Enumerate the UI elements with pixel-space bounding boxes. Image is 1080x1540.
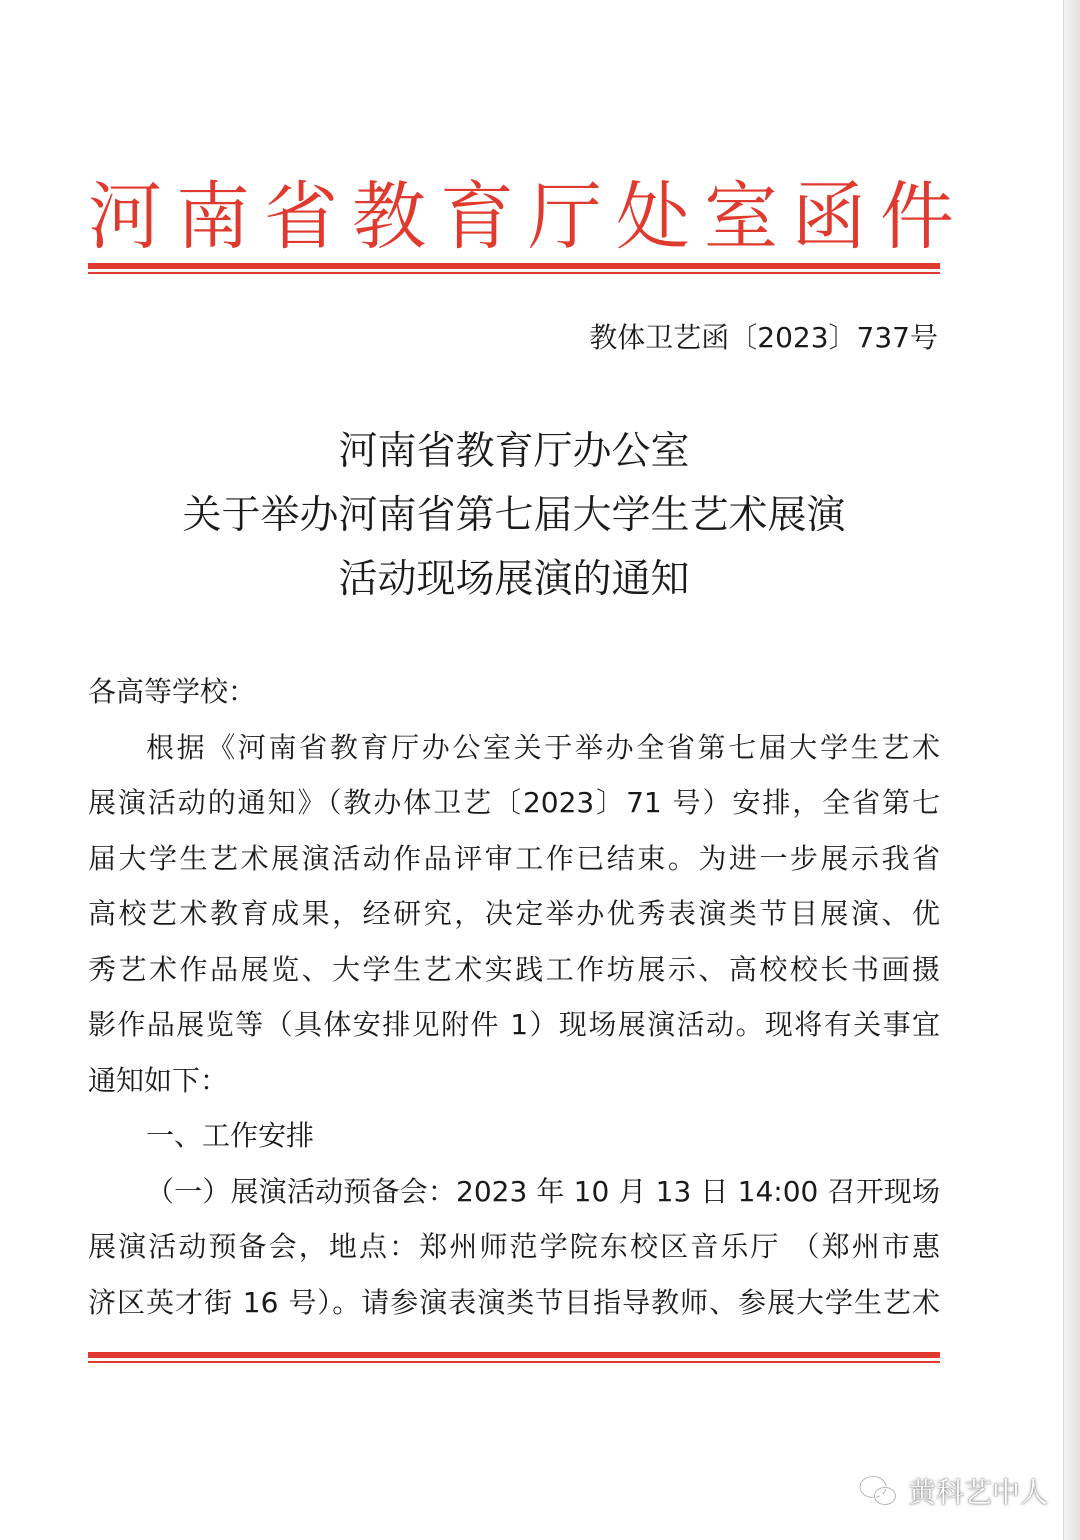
paragraph-line: 届大学生艺术展演活动作品评审工作已结束。为进一步展示我省 <box>88 841 940 875</box>
watermark-text: 黄科艺中人 <box>907 1476 1048 1509</box>
paragraph-line: 根据《河南省教育厅办公室关于举办全省第七届大学生艺术 <box>146 730 940 764</box>
paragraph-line: 展演活动预备会，地点：郑州师范学院东校区音乐厅 （郑州市惠 <box>88 1230 940 1263</box>
paragraph-line: 高校艺术教育成果，经研究，决定举办优秀表演类节目展演、优 <box>88 897 940 930</box>
title-line: 河南省教育厅办公室 <box>338 429 690 474</box>
title-line: 关于举办河南省第七届大学生艺术展演 <box>182 493 846 538</box>
page-edge <box>1063 0 1080 1540</box>
title-line: 活动现场展演的通知 <box>338 557 690 602</box>
document-number: 教体卫艺函〔2023〕737号 <box>589 321 938 354</box>
paragraph-line: 影作品展览等（具体安排见附件 1）现场展演活动。现将有关事宜 <box>88 1008 940 1041</box>
section-heading: 一、工作安排 <box>146 1119 315 1152</box>
salutation: 各高等学校： <box>88 675 257 708</box>
notice-title <box>88 420 940 612</box>
account-watermark <box>858 1471 1048 1511</box>
paragraph-line: 展演活动的通知》（教办体卫艺〔2023〕71 号）安排，全省第七 <box>88 786 940 819</box>
wechat-icon <box>858 1474 898 1508</box>
masthead-title: 河南省教育厅处室函件 <box>88 174 968 260</box>
paragraph-line: （一）展演活动预备会：2023 年 10 月 13 日 14:00 召开现场 <box>146 1174 940 1208</box>
notice-body <box>88 664 940 1330</box>
paragraph-line: 秀艺术作品展览、大学生艺术实践工作坊展示、高校校长书画摄 <box>88 952 940 986</box>
footer-red-rule <box>88 1352 940 1363</box>
paragraph-line: 通知如下： <box>88 1063 229 1097</box>
paragraph-line: 济区英才街 16 号）。请参演表演类节目指导教师、参展大学生艺术 <box>88 1285 940 1319</box>
masthead-red-rule <box>88 263 940 274</box>
